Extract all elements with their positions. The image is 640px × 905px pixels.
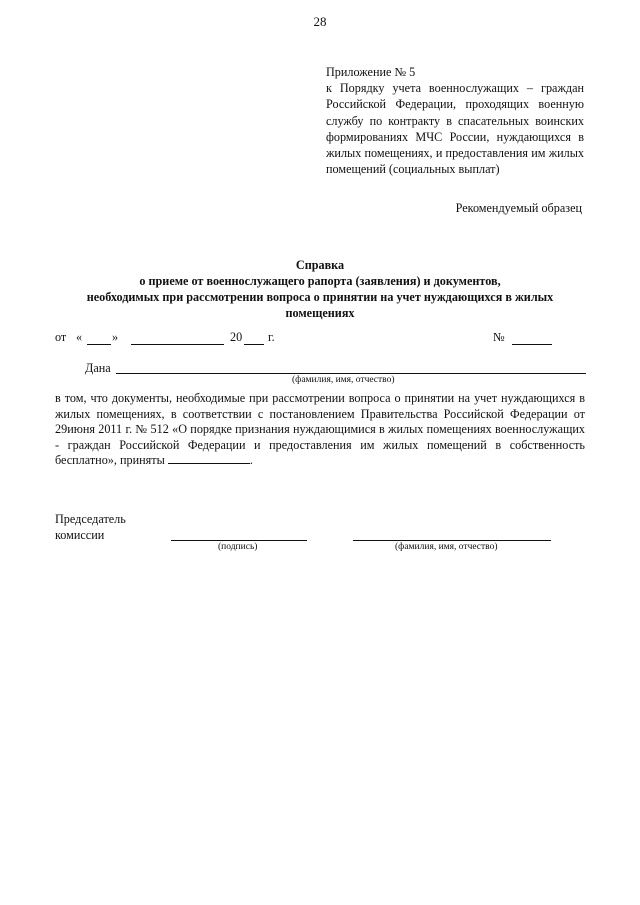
annex-block [326, 64, 584, 177]
date-number-line [55, 330, 595, 348]
document-title: Справка [295, 258, 345, 272]
document-subtitle-line-1: о приеме от военнослужащего рапорта (заявления) и документов, [139, 274, 501, 288]
issued-to-caption: (фамилия, имя, отчество) [292, 375, 395, 385]
month-blank[interactable] [131, 344, 224, 345]
number-sign: № [493, 330, 505, 344]
chairman-role-line-1: Председатель [55, 512, 126, 526]
quote-open: « [76, 330, 83, 344]
signature-blank[interactable] [171, 540, 307, 541]
certificate-text [55, 391, 585, 469]
chairman-label [55, 511, 126, 543]
chairman-role-line-2: комиссии [55, 528, 105, 542]
year-prefix: 20 [230, 330, 243, 344]
quote-close: » [112, 330, 119, 344]
page-number: 28 [313, 14, 327, 29]
chairman-name-caption: (фамилия, имя, отчество) [395, 542, 498, 552]
issued-to-label: Дана [85, 361, 111, 375]
from-label: от [55, 330, 67, 344]
certificate-paragraph: в том, что документы, необходимые при рассмотрении вопроса о принятии на учет нуждающихся в жилых помещениях, в соответствии с постановлением Правительства Российской Федерации от 29июня 2011 г. № 512 «О порядке признания нуждающимися в жилых помещениях военнослужащих - граждан Российской Федерации и предоставления им жилых помещений в собственность бесплатно», приняты [55, 391, 585, 467]
document-subtitle-line-2: необходимых при рассмотрении вопроса о принятии на учет нуждающихся в жилых [86, 290, 554, 304]
paragraph-end: . [249, 453, 253, 467]
document-heading [40, 257, 600, 321]
year-suffix: г. [268, 330, 275, 344]
year-blank[interactable] [244, 344, 264, 345]
number-blank[interactable] [512, 344, 552, 345]
day-blank[interactable] [87, 344, 111, 345]
annex-title: Приложение № 5 [326, 65, 416, 79]
accepted-blank[interactable] [168, 453, 250, 464]
signature-caption: (подпись) [218, 542, 258, 552]
issued-to-line [85, 361, 111, 376]
chairman-name-blank[interactable] [353, 540, 551, 541]
recommended-sample-label: Рекомендуемый образец [455, 201, 582, 215]
issued-to-blank[interactable] [116, 373, 586, 374]
annex-body: к Порядку учета военнослужащих – граждан Российской Федерации, проходящих военную службу по контракту в спасательных воинских формированиях МЧС России, нуждающихся в жилых помещениях, и предоставления им жилых помещений (социальных выплат) [326, 81, 584, 177]
document-subtitle-line-3: помещениях [285, 306, 355, 320]
